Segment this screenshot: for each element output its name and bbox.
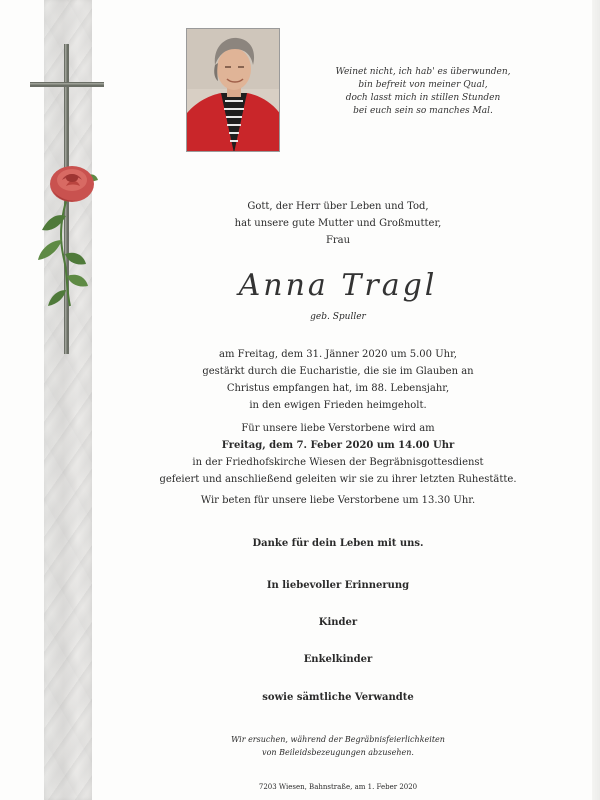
poem-line: Weinet nicht, ich hab' es überwunden, [335,67,511,77]
memory-line: In liebevoller Erinnerung [266,580,410,591]
maiden-name: geb. Spuller [310,312,366,322]
intro-line: hat unsere gute Mutter und Großmutter, [234,218,442,229]
intro-line: Gott, der Herr über Leben und Tod, [247,201,429,212]
death-line: am Freitag, dem 31. Jänner 2020 um 5.00 Uhr, [219,349,457,360]
funeral-line: gefeiert und anschließend geleiten wir sie zu ihrer letzten Ruhestätte. [159,474,517,485]
cross-with-rose-icon [28,44,106,356]
condolence-request [140,733,536,759]
death-line: Christus empfangen hat, im 88. Lebensjahr, [226,383,450,394]
mourners-relatives: sowie sämtliche Verwandte [262,692,414,703]
funeral-line: in der Friedhofskirche Wiesen der Begräbnisgottesdienst [192,457,484,468]
thanks-line: Danke für dein Leben mit uns. [252,538,424,549]
intro-line: Frau [325,235,351,246]
death-line: gestärkt durch die Eucharistie, die sie im Glauben an [202,366,474,377]
intro-text [140,198,536,249]
request-line: von Beileidsbezeugungen abzusehen. [262,748,414,757]
request-line: Wir ersuchen, während der Begräbnisfeierlichkeiten [231,735,445,744]
mourners-children: Kinder [318,617,358,628]
poem-line: doch lasst mich in stillen Stunden [345,93,501,103]
deceased-name: Anna Tragl [238,268,438,303]
footer-place-date: 7203 Wiesen, Bahnstraße, am 1. Feber 2020 [258,783,418,791]
portrait-photo [186,28,280,152]
poem-line: bei euch sein so manches Mal. [353,106,493,116]
funeral-notice [140,420,536,488]
poem-line: bin befreit von meiner Qual, [358,80,488,90]
death-notice [140,346,536,414]
mourners-grandchildren: Enkelkinder [303,654,373,665]
funeral-date-time: Freitag, dem 7. Feber 2020 um 14.00 Uhr [221,440,455,451]
poem [318,66,528,118]
prayer-time: Wir beten für unsere liebe Verstorbene um 13.30 Uhr. [200,495,476,506]
death-line: in den ewigen Frieden heimgeholt. [249,400,427,411]
funeral-line: Für unsere liebe Verstorbene wird am [241,423,435,434]
page-edge [592,0,600,800]
